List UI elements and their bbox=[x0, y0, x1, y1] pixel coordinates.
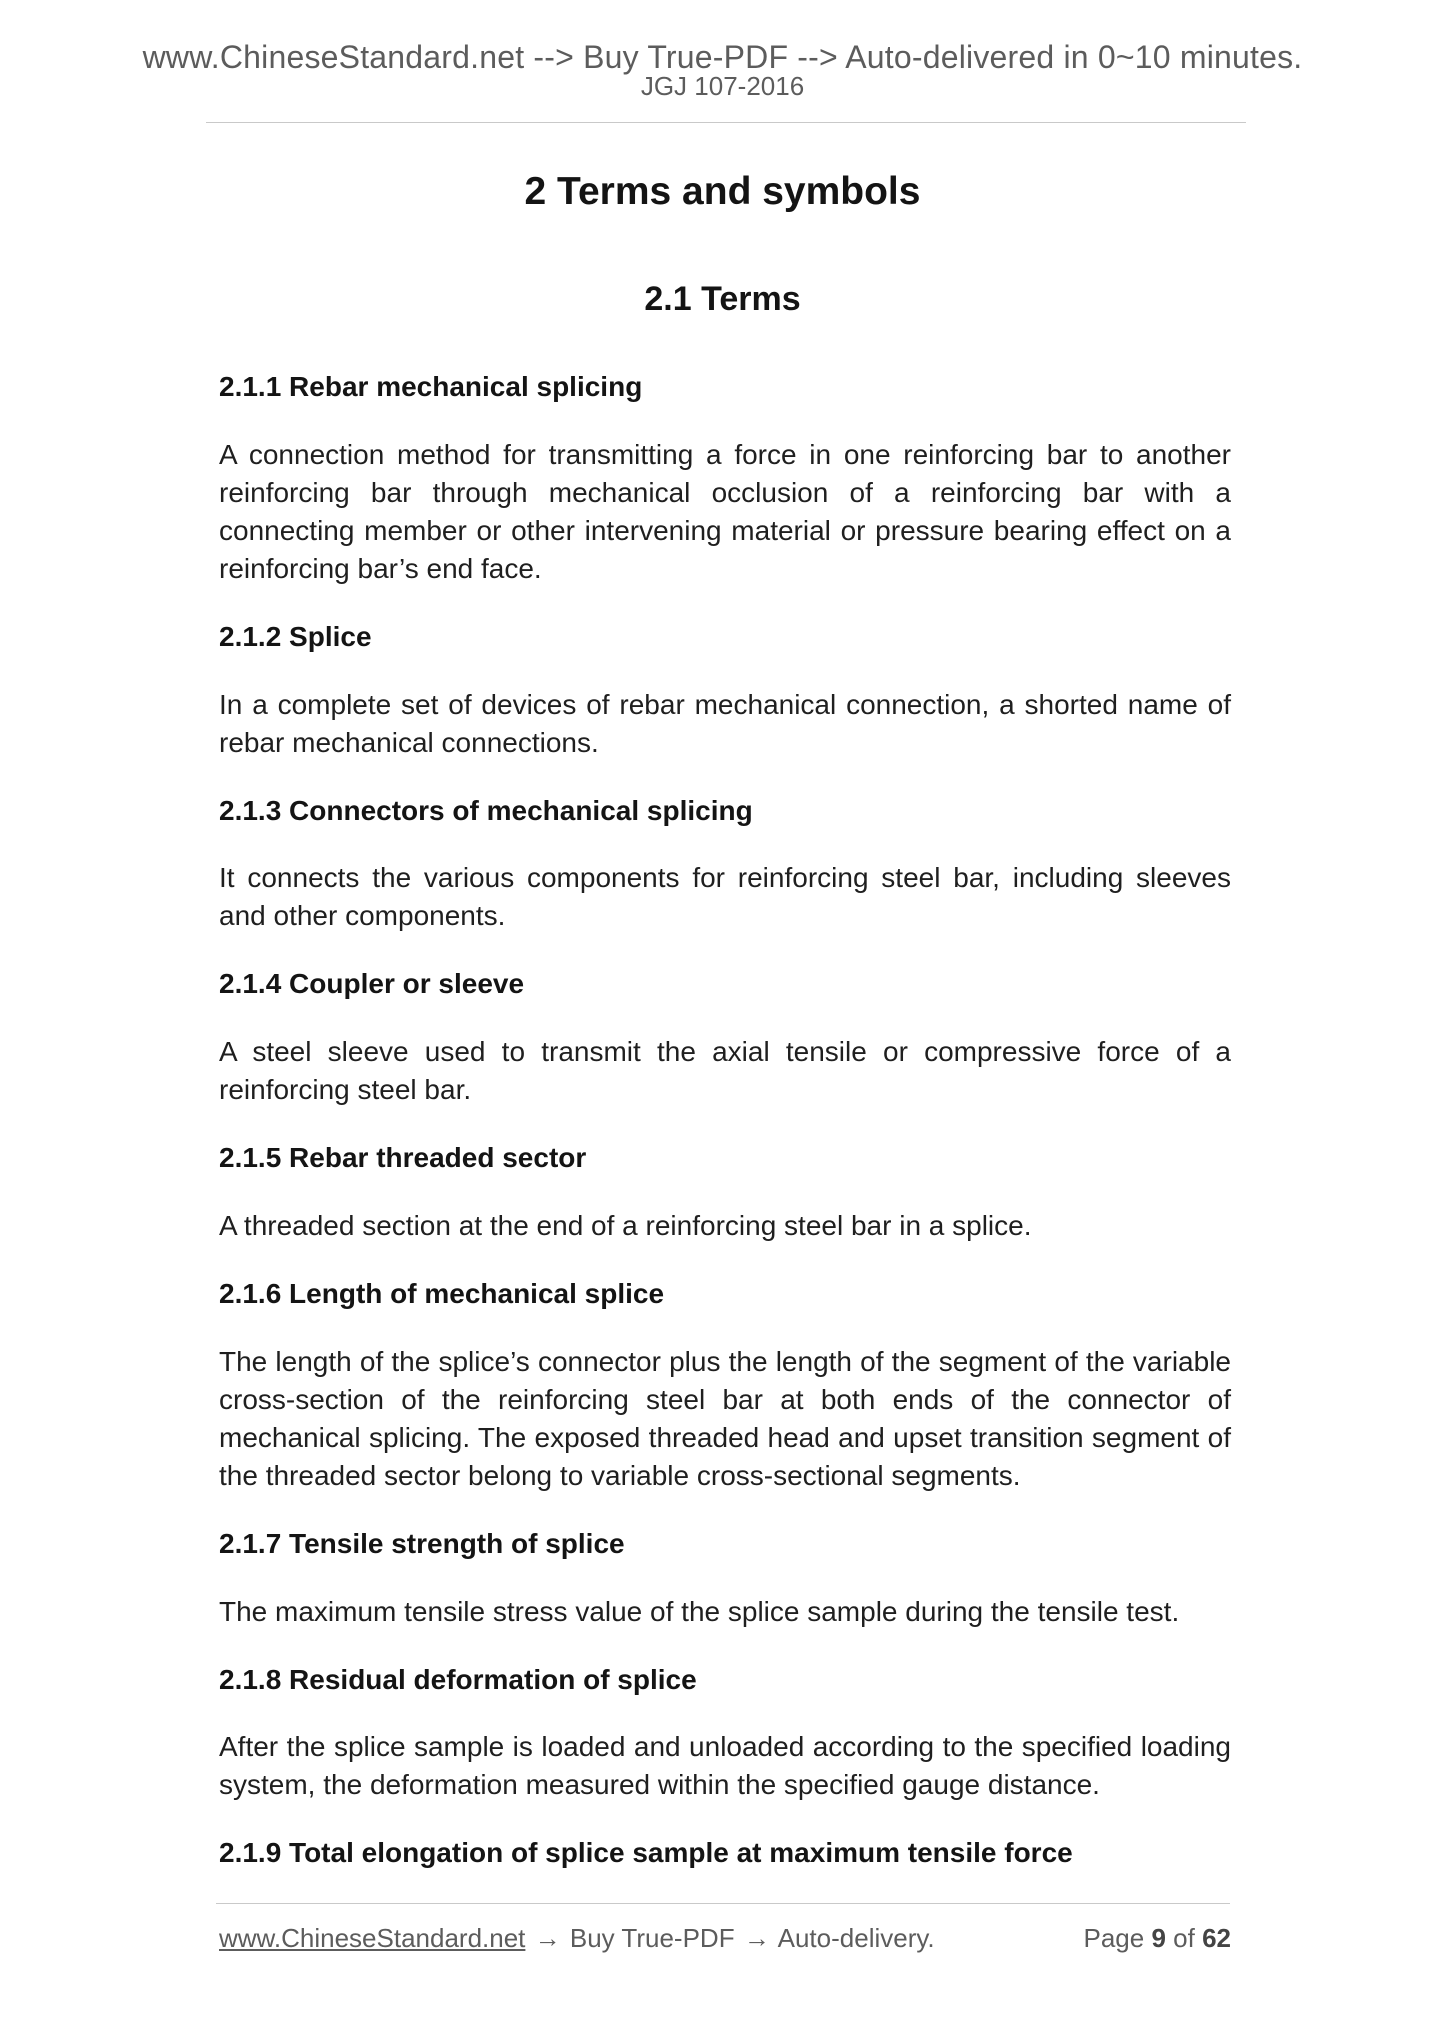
header-divider bbox=[206, 122, 1246, 123]
term-heading: 2.1.5 Rebar threaded sector bbox=[219, 1142, 587, 1174]
header-banner: www.ChineseStandard.net --> Buy True-PDF --> Auto-delivered in 0~10 minutes. bbox=[142, 39, 1303, 75]
term-heading: 2.1.7 Tensile strength of splice bbox=[219, 1527, 625, 1559]
term-definition: A steel sleeve used to transmit the axial tensile or compressive force of a reinforcing steel bar. bbox=[219, 1036, 1231, 1106]
term-definition: The length of the splice’s connector plus the length of the segment of the variable cross-section of the reinforcing steel bar at both ends of the connector of mechanical splicing. The exposed threaded head and upset transition segment of the threaded sector belong to variable cross-sectional segments. bbox=[219, 1345, 1231, 1491]
footer-buy-text: Buy True-PDF bbox=[569, 1923, 735, 1953]
term-definition: After the splice sample is loaded and unloaded according to the specified loading system, the deformation measured within the specified gauge distance. bbox=[219, 1731, 1231, 1801]
term-definition: In a complete set of devices of rebar mechanical connection, a shorted name of rebar mechanical connections. bbox=[219, 688, 1231, 758]
term-heading: 2.1.1 Rebar mechanical splicing bbox=[219, 371, 643, 402]
term-heading: 2.1.4 Coupler or sleeve bbox=[219, 968, 525, 1000]
page-footer bbox=[219, 1923, 1231, 1954]
term-heading: 2.1.6 Length of mechanical splice bbox=[219, 1277, 665, 1309]
terms-content bbox=[219, 368, 1231, 1902]
total-pages: 62 bbox=[1202, 1923, 1231, 1953]
term-heading: 2.1.2 Splice bbox=[219, 620, 372, 652]
footer-site-link[interactable]: www.ChineseStandard.net bbox=[219, 1923, 526, 1953]
arrow-right-icon: → bbox=[743, 1923, 770, 1953]
document-code: JGJ 107-2016 bbox=[640, 71, 805, 101]
footer-delivery-text: Auto-delivery. bbox=[777, 1923, 935, 1953]
page-indicator bbox=[1083, 1923, 1231, 1954]
term-heading: 2.1.8 Residual deformation of splice bbox=[219, 1663, 697, 1695]
of-label: of bbox=[1173, 1923, 1195, 1953]
page-label: Page bbox=[1083, 1923, 1145, 1953]
term-definition: It connects the various components for reinforcing steel bar, including sleeves and other components. bbox=[219, 862, 1231, 932]
term-definition: The maximum tensile stress value of the splice sample during the tensile test. bbox=[219, 1595, 1180, 1627]
term-definition: A connection method for transmitting a force in one reinforcing bar to another reinforcing bar through mechanical occlusion of a reinforcing bar with a connecting member or other intervening material or pressure bearing effect on a reinforcing bar’s end face. bbox=[219, 438, 1231, 584]
section-title: 2.1 Terms bbox=[644, 280, 801, 318]
chapter-title: 2 Terms and symbols bbox=[524, 170, 921, 213]
term-definition: A threaded section at the end of a reinforcing steel bar in a splice. bbox=[219, 1209, 1032, 1241]
term-heading: 2.1.3 Connectors of mechanical splicing bbox=[219, 794, 753, 826]
term-heading: 2.1.9 Total elongation of splice sample at maximum tensile force bbox=[219, 1837, 1073, 1869]
page-number: 9 bbox=[1151, 1923, 1166, 1953]
footer-divider bbox=[216, 1903, 1230, 1904]
arrow-right-icon: → bbox=[534, 1923, 561, 1953]
